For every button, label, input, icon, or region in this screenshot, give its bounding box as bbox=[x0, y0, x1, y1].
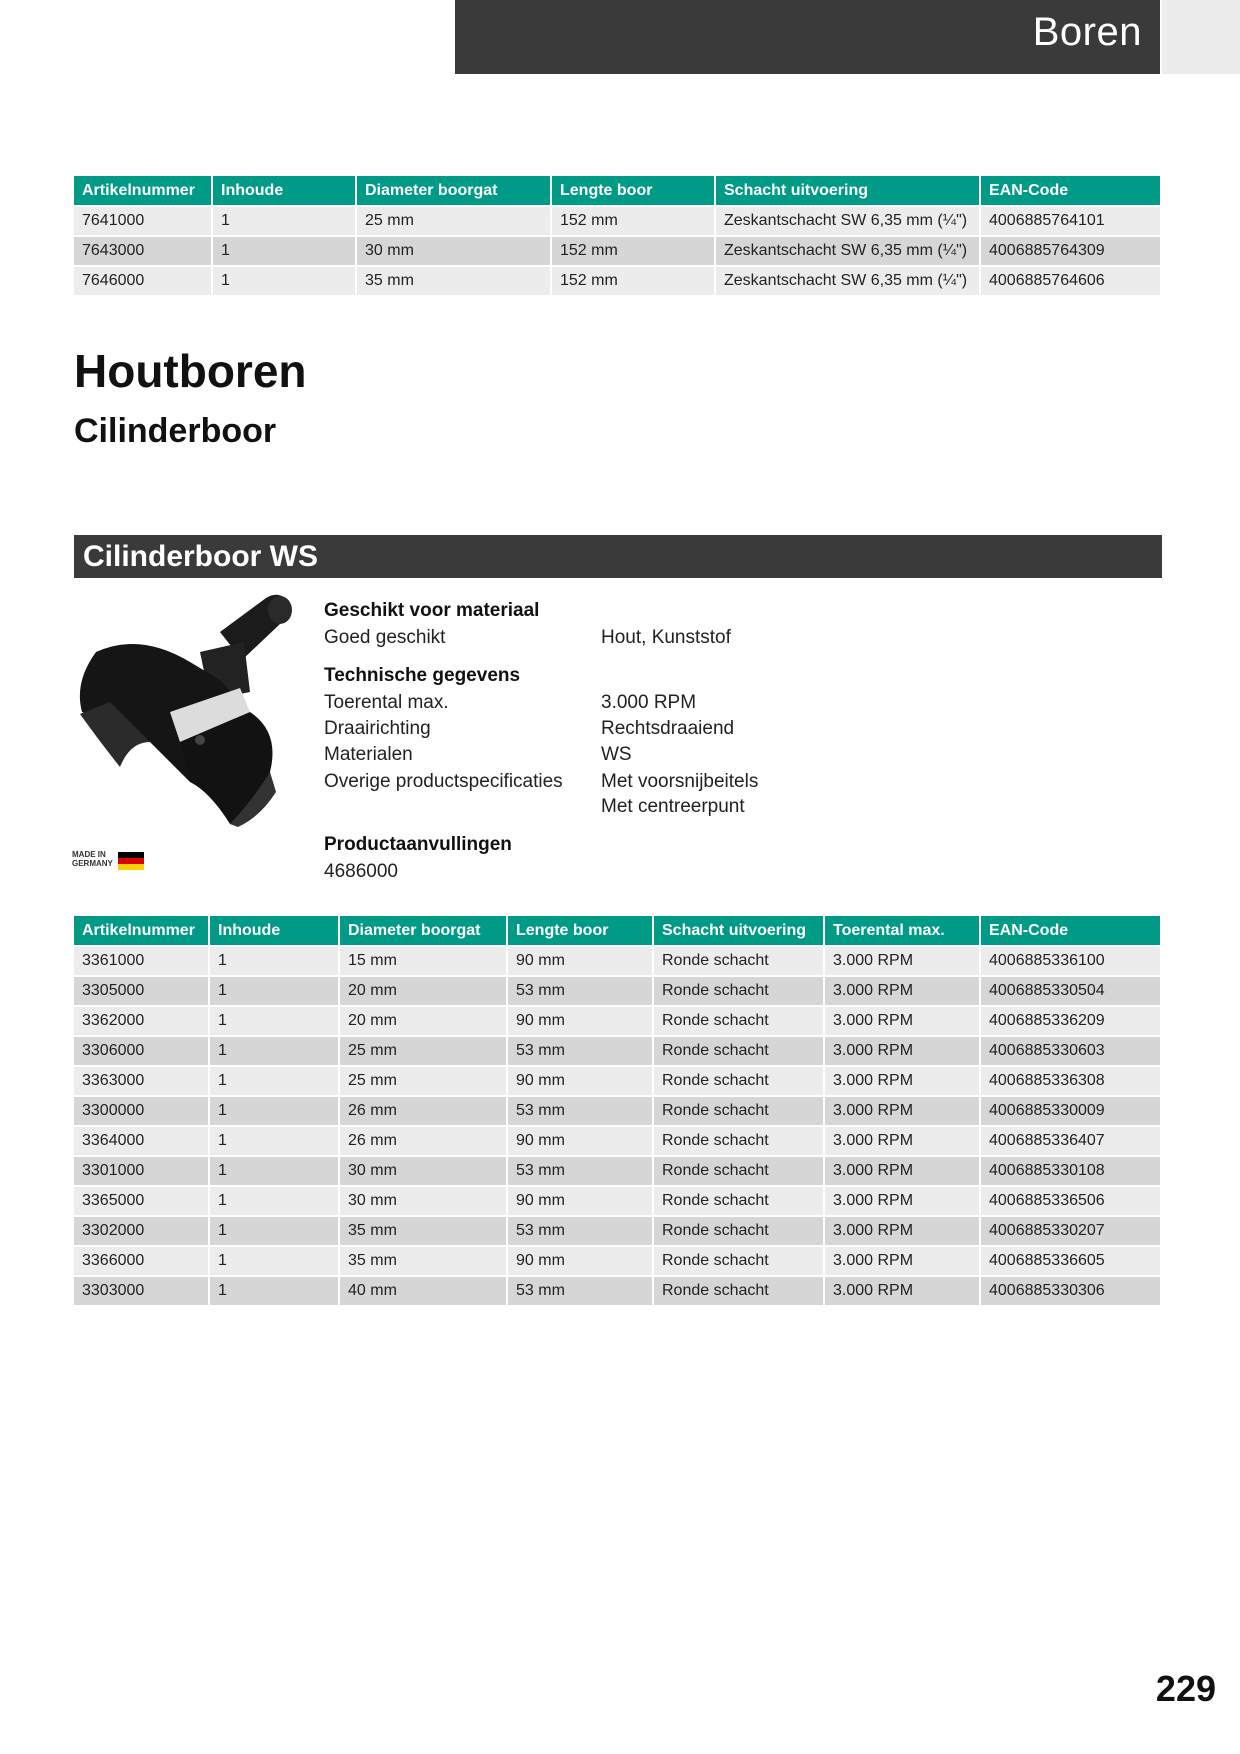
table-cell: 1 bbox=[209, 1126, 339, 1156]
table-row bbox=[74, 1066, 1160, 1096]
table-cell: 4006885330603 bbox=[980, 1036, 1160, 1066]
table-cell: 4006885336100 bbox=[980, 946, 1160, 976]
table-cell: 40 mm bbox=[339, 1276, 507, 1305]
header-bar bbox=[455, 0, 1160, 74]
section-bar bbox=[74, 535, 1162, 578]
table-cell: 90 mm bbox=[507, 946, 653, 976]
direction-value: Rechtsdraaiend bbox=[601, 718, 735, 739]
table-cell: 3300000 bbox=[74, 1096, 209, 1126]
col-inhoude: Inhoude bbox=[209, 916, 339, 946]
table-cell: 53 mm bbox=[507, 1156, 653, 1186]
accessories-value: 4686000 bbox=[324, 861, 398, 882]
col-toerental: Toerental max. bbox=[824, 916, 980, 946]
table-cell: 3.000 RPM bbox=[824, 1216, 980, 1246]
page-number: 229 bbox=[1155, 1668, 1216, 1709]
table-cell: 4006885330207 bbox=[980, 1216, 1160, 1246]
table-cell: 1 bbox=[209, 1036, 339, 1066]
table-cell: Zeskantschacht SW 6,35 mm (¼") bbox=[715, 206, 980, 236]
table-cell: 3.000 RPM bbox=[824, 1186, 980, 1216]
table-cell: 1 bbox=[212, 266, 356, 295]
table-cell: Ronde schacht bbox=[653, 1216, 824, 1246]
table-cell: 152 mm bbox=[551, 266, 715, 295]
table-cell: 90 mm bbox=[507, 1126, 653, 1156]
table-cell: 3.000 RPM bbox=[824, 1096, 980, 1126]
table-cell: 4006885330009 bbox=[980, 1096, 1160, 1126]
table-cell: Ronde schacht bbox=[653, 1156, 824, 1186]
col-lengte: Lengte boor bbox=[507, 916, 653, 946]
table-header bbox=[74, 916, 1160, 946]
table-cell: 25 mm bbox=[339, 1036, 507, 1066]
forstner-bit-image bbox=[70, 592, 306, 827]
other-specs-value-1: Met voorsnijbeitels bbox=[601, 771, 759, 792]
made-in-germany-mark bbox=[72, 850, 116, 868]
table-cell: 1 bbox=[209, 946, 339, 976]
table-cell: 4006885336407 bbox=[980, 1126, 1160, 1156]
table-cell: 90 mm bbox=[507, 1066, 653, 1096]
table-cell: 3.000 RPM bbox=[824, 1246, 980, 1276]
table-row bbox=[74, 1216, 1160, 1246]
table-cell: 7646000 bbox=[74, 266, 212, 295]
product-table-hex-shank bbox=[74, 176, 1160, 295]
table-cell: 3.000 RPM bbox=[824, 946, 980, 976]
table-cell: Ronde schacht bbox=[653, 1126, 824, 1156]
table-row bbox=[74, 1246, 1160, 1276]
table-cell: Ronde schacht bbox=[653, 1066, 824, 1096]
table-cell: 53 mm bbox=[507, 1276, 653, 1305]
table-cell: 1 bbox=[209, 1216, 339, 1246]
table-cell: 3.000 RPM bbox=[824, 1126, 980, 1156]
table-row bbox=[74, 236, 1160, 266]
col-ean: EAN-Code bbox=[980, 176, 1160, 206]
table-body bbox=[74, 946, 1160, 1305]
table-cell: 3362000 bbox=[74, 1006, 209, 1036]
table-cell: 30 mm bbox=[339, 1186, 507, 1216]
page-subtitle: Cilinderboor bbox=[74, 412, 277, 450]
table-cell: 152 mm bbox=[551, 236, 715, 266]
table-cell: 25 mm bbox=[339, 1066, 507, 1096]
table-cell: 3303000 bbox=[74, 1276, 209, 1305]
table-cell: 53 mm bbox=[507, 1096, 653, 1126]
table-row bbox=[74, 1156, 1160, 1186]
table-cell: 1 bbox=[209, 1006, 339, 1036]
product-table-round-shank bbox=[74, 916, 1160, 1305]
table-cell: 1 bbox=[209, 1066, 339, 1096]
table-cell: 4006885336506 bbox=[980, 1186, 1160, 1216]
table-cell: 4006885764309 bbox=[980, 236, 1160, 266]
table-cell: 1 bbox=[209, 1276, 339, 1305]
tech-heading: Technische gegevens bbox=[324, 665, 521, 686]
table-cell: 3365000 bbox=[74, 1186, 209, 1216]
table-row bbox=[74, 1006, 1160, 1036]
table-cell: 35 mm bbox=[339, 1246, 507, 1276]
table-cell: 4006885764101 bbox=[980, 206, 1160, 236]
table-cell: 3.000 RPM bbox=[824, 1276, 980, 1305]
table-row bbox=[74, 1276, 1160, 1305]
table-header bbox=[74, 176, 1160, 206]
table-cell: 7643000 bbox=[74, 236, 212, 266]
table-cell: 3.000 RPM bbox=[824, 1066, 980, 1096]
table-cell: Zeskantschacht SW 6,35 mm (¼") bbox=[715, 236, 980, 266]
table-cell: 4006885330306 bbox=[980, 1276, 1160, 1305]
material-heading: Geschikt voor materiaal bbox=[324, 600, 540, 621]
table-cell: 25 mm bbox=[356, 206, 551, 236]
header-tab bbox=[1162, 0, 1240, 74]
table-row bbox=[74, 206, 1160, 236]
table-cell: 90 mm bbox=[507, 1246, 653, 1276]
table-cell: 3301000 bbox=[74, 1156, 209, 1186]
table-cell: 26 mm bbox=[339, 1126, 507, 1156]
table-cell: Ronde schacht bbox=[653, 946, 824, 976]
table-cell: 3.000 RPM bbox=[824, 1036, 980, 1066]
direction-label: Draairichting bbox=[324, 718, 431, 739]
table-cell: 35 mm bbox=[356, 266, 551, 295]
table-cell: 4006885336308 bbox=[980, 1066, 1160, 1096]
table-cell: 53 mm bbox=[507, 1216, 653, 1246]
table-cell: 1 bbox=[212, 236, 356, 266]
table-row bbox=[74, 1096, 1160, 1126]
table-cell: 1 bbox=[212, 206, 356, 236]
table-cell: 20 mm bbox=[339, 1006, 507, 1036]
table-row bbox=[74, 1036, 1160, 1066]
table-cell: Ronde schacht bbox=[653, 1186, 824, 1216]
col-diameter: Diameter boorgat bbox=[339, 916, 507, 946]
table-cell: 4006885330504 bbox=[980, 976, 1160, 1006]
table-cell: Ronde schacht bbox=[653, 976, 824, 1006]
table-cell: 3363000 bbox=[74, 1066, 209, 1096]
accessories-heading: Productaanvullingen bbox=[324, 834, 512, 855]
table-cell: Ronde schacht bbox=[653, 1006, 824, 1036]
table-cell: Ronde schacht bbox=[653, 1276, 824, 1305]
table-cell: 53 mm bbox=[507, 976, 653, 1006]
table-row bbox=[74, 266, 1160, 295]
table-cell: 3305000 bbox=[74, 976, 209, 1006]
col-lengte: Lengte boor bbox=[551, 176, 715, 206]
material-label: Goed geschikt bbox=[324, 627, 446, 648]
table-cell: 1 bbox=[209, 1156, 339, 1186]
chapter-title: Boren bbox=[1032, 10, 1142, 54]
page-title: Houtboren bbox=[74, 345, 307, 397]
table-cell: 3.000 RPM bbox=[824, 1006, 980, 1036]
other-specs-label: Overige productspecificaties bbox=[324, 771, 563, 792]
table-cell: Ronde schacht bbox=[653, 1036, 824, 1066]
table-cell: 3361000 bbox=[74, 946, 209, 976]
col-artikelnummer: Artikelnummer bbox=[74, 916, 209, 946]
table-body bbox=[74, 206, 1160, 295]
table-row bbox=[74, 1126, 1160, 1156]
materials-value: WS bbox=[601, 744, 632, 765]
table-cell: 4006885336605 bbox=[980, 1246, 1160, 1276]
table-cell: 3302000 bbox=[74, 1216, 209, 1246]
table-cell: Zeskantschacht SW 6,35 mm (¼") bbox=[715, 266, 980, 295]
table-cell: 35 mm bbox=[339, 1216, 507, 1246]
material-value: Hout, Kunststof bbox=[601, 627, 731, 648]
table-cell: 3306000 bbox=[74, 1036, 209, 1066]
rpm-label: Toerental max. bbox=[324, 692, 449, 713]
table-cell: 1 bbox=[209, 1246, 339, 1276]
col-diameter: Diameter boorgat bbox=[356, 176, 551, 206]
table-cell: 30 mm bbox=[339, 1156, 507, 1186]
col-schacht: Schacht uitvoering bbox=[653, 916, 824, 946]
table-cell: 30 mm bbox=[356, 236, 551, 266]
table-cell: 3.000 RPM bbox=[824, 976, 980, 1006]
col-artikelnummer: Artikelnummer bbox=[74, 176, 212, 206]
table-cell: 4006885764606 bbox=[980, 266, 1160, 295]
table-row bbox=[74, 946, 1160, 976]
table-cell: 4006885330108 bbox=[980, 1156, 1160, 1186]
table-cell: 7641000 bbox=[74, 206, 212, 236]
table-cell: 90 mm bbox=[507, 1186, 653, 1216]
table-row bbox=[74, 1186, 1160, 1216]
made-in-text: MADE IN GERMANY bbox=[72, 850, 113, 868]
table-cell: 15 mm bbox=[339, 946, 507, 976]
rpm-value: 3.000 RPM bbox=[601, 692, 697, 713]
german-flag-icon bbox=[118, 852, 144, 870]
table-cell: Ronde schacht bbox=[653, 1096, 824, 1126]
col-ean: EAN-Code bbox=[980, 916, 1160, 946]
other-specs-value-2: Met centreerpunt bbox=[601, 796, 745, 817]
table-cell: 1 bbox=[209, 1096, 339, 1126]
materials-label: Materialen bbox=[324, 744, 413, 765]
col-schacht: Schacht uitvoering bbox=[715, 176, 980, 206]
table-cell: 3366000 bbox=[74, 1246, 209, 1276]
table-cell: 3.000 RPM bbox=[824, 1156, 980, 1186]
table-cell: 4006885336209 bbox=[980, 1006, 1160, 1036]
table-cell: 3364000 bbox=[74, 1126, 209, 1156]
col-inhoude: Inhoude bbox=[212, 176, 356, 206]
table-cell: 26 mm bbox=[339, 1096, 507, 1126]
table-cell: 53 mm bbox=[507, 1036, 653, 1066]
table-cell: 20 mm bbox=[339, 976, 507, 1006]
table-row bbox=[74, 976, 1160, 1006]
table-cell: Ronde schacht bbox=[653, 1246, 824, 1276]
table-cell: 152 mm bbox=[551, 206, 715, 236]
table-cell: 1 bbox=[209, 976, 339, 1006]
section-title: Cilinderboor WS bbox=[83, 540, 318, 573]
table-cell: 1 bbox=[209, 1186, 339, 1216]
table-cell: 90 mm bbox=[507, 1006, 653, 1036]
